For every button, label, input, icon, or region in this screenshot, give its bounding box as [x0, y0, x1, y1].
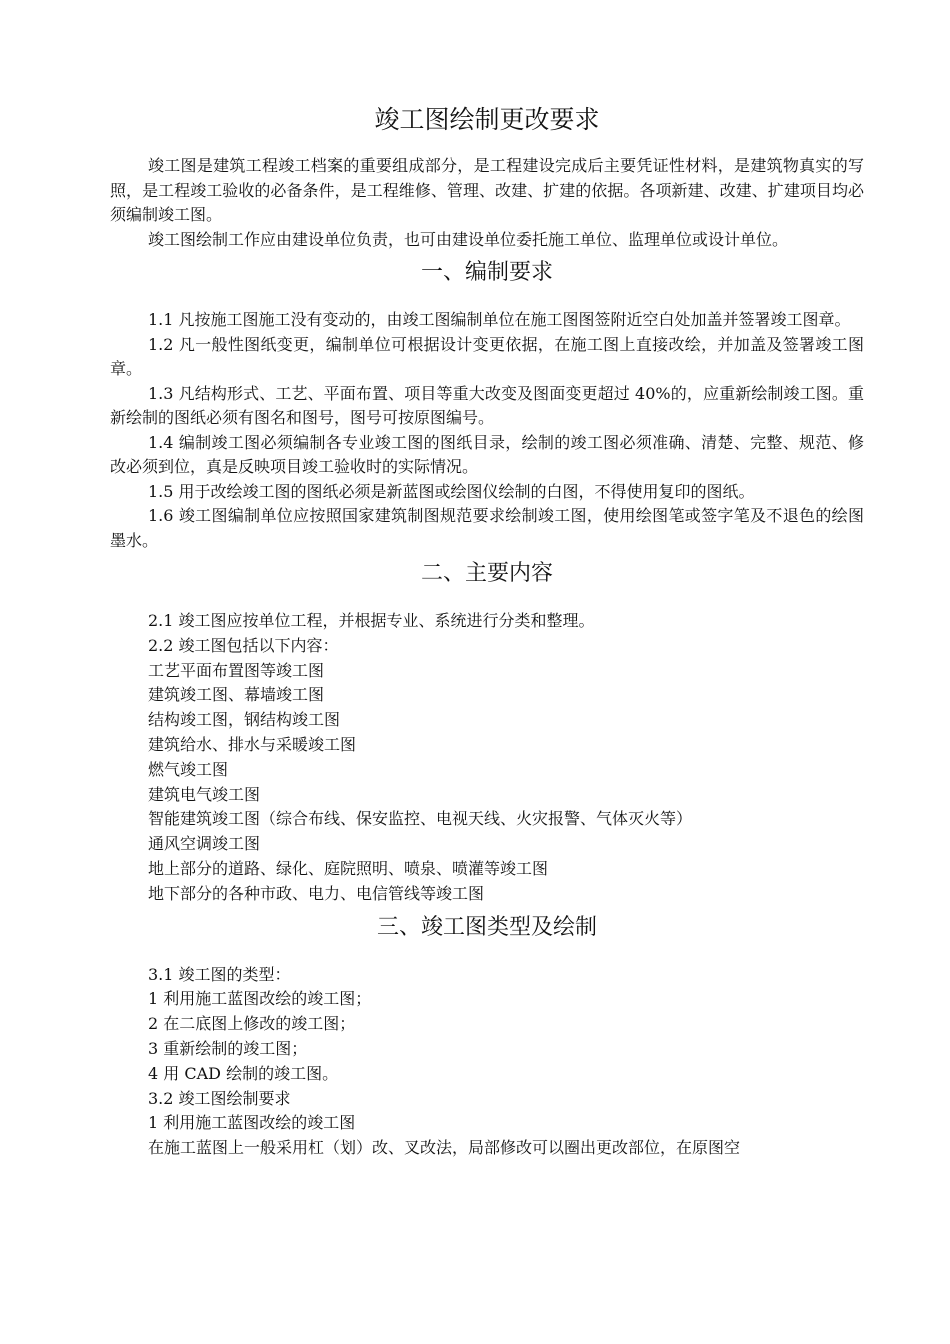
section-heading: 一、编制要求	[420, 260, 553, 285]
requirement-paragraph: 1.1 凡按施工图施工没有变动的，由竣工图编制单位在施工图图签附近空白处加盖并签署竣工图章。	[148, 310, 851, 329]
list-item: 建筑竣工图、幕墙竣工图	[148, 685, 325, 705]
list-item: 2.2 竣工图包括以下内容：	[148, 635, 339, 655]
list-item: 燃气竣工图	[148, 759, 229, 779]
list-item: 3.1 竣工图的类型：	[148, 964, 291, 984]
type-list	[110, 963, 864, 1161]
list-item: 2 在二底图上修改的竣工图；	[148, 1014, 356, 1034]
requirement-paragraph: 1.3 凡结构形式、工艺、平面布置、项目等重大改变及图面变更超过 40%的，应重新绘制竣工图。重新绘制的图纸必须有图名和图号，图号可按原图编号。	[110, 383, 864, 427]
list-item: 1 利用施工蓝图改绘的竣工图；	[148, 989, 372, 1009]
document-body	[110, 100, 864, 1161]
list-item: 2.1 竣工图应按单位工程，并根据专业、系统进行分类和整理。	[148, 611, 595, 630]
list-item: 结构竣工图，钢结构竣工图	[148, 710, 341, 730]
list-item: 4 用 CAD 绘制的竣工图。	[148, 1063, 339, 1083]
list-item: 1 利用施工蓝图改绘的竣工图	[148, 1113, 356, 1133]
list-item: 智能建筑竣工图（综合布线、保安监控、电视天线、火灾报警、气体灭火等）	[148, 809, 693, 829]
requirement-paragraph: 1.5 用于改绘竣工图的图纸必须是新蓝图或绘图仪绘制的白图，不得使用复印的图纸。	[148, 481, 755, 501]
list-item: 在施工蓝图上一般采用杠（划）改、叉改法，局部修改可以圈出更改部位，在原图空	[148, 1138, 741, 1158]
content-list	[110, 609, 864, 907]
list-item: 工艺平面布置图等竣工图	[148, 660, 325, 680]
requirement-paragraph: 1.2 凡一般性图纸变更，编制单位可根据设计变更依据，在施工图上直接改绘，并加盖及签署竣工图章。	[110, 334, 864, 378]
list-item: 地上部分的道路、绿化、庭院照明、喷泉、喷灌等竣工图	[148, 858, 549, 878]
list-item: 3 重新绘制的竣工图；	[148, 1038, 308, 1058]
intro-paragraph: 竣工图是建筑工程竣工档案的重要组成部分，是工程建设完成后主要凭证性材料，是建筑物真实的写照，是工程竣工验收的必备条件，是工程维修、管理、改建、扩建的依据。各项新建、改建、扩建项目均必须编制竣工图。	[110, 156, 864, 224]
list-item: 3.2 竣工图绘制要求	[148, 1088, 291, 1108]
section-heading: 三、竣工图类型及绘制	[376, 914, 597, 940]
list-item: 建筑电气竣工图	[148, 784, 261, 804]
requirement-paragraph: 1.6 竣工图编制单位应按照国家建筑制图规范要求绘制竣工图，使用绘图笔或签字笔及不退色的绘图墨水。	[110, 506, 864, 550]
section-heading: 二、主要内容	[420, 561, 553, 586]
list-item: 地下部分的各种市政、电力、电信管线等竣工图	[148, 883, 485, 903]
document-title: 竣工图绘制更改要求	[374, 105, 600, 134]
intro-paragraph: 竣工图绘制工作应由建设单位负责，也可由建设单位委托施工单位、监理单位或设计单位。	[148, 229, 789, 249]
list-item: 建筑给水、排水与采暖竣工图	[148, 734, 357, 754]
requirement-paragraph: 1.4 编制竣工图必须编制各专业竣工图的图纸目录，绘制的竣工图必须准确、清楚、完整、规范、修改必须到位，真是反映项目竣工验收时的实际情况。	[110, 432, 864, 476]
list-item: 通风空调竣工图	[148, 834, 261, 854]
